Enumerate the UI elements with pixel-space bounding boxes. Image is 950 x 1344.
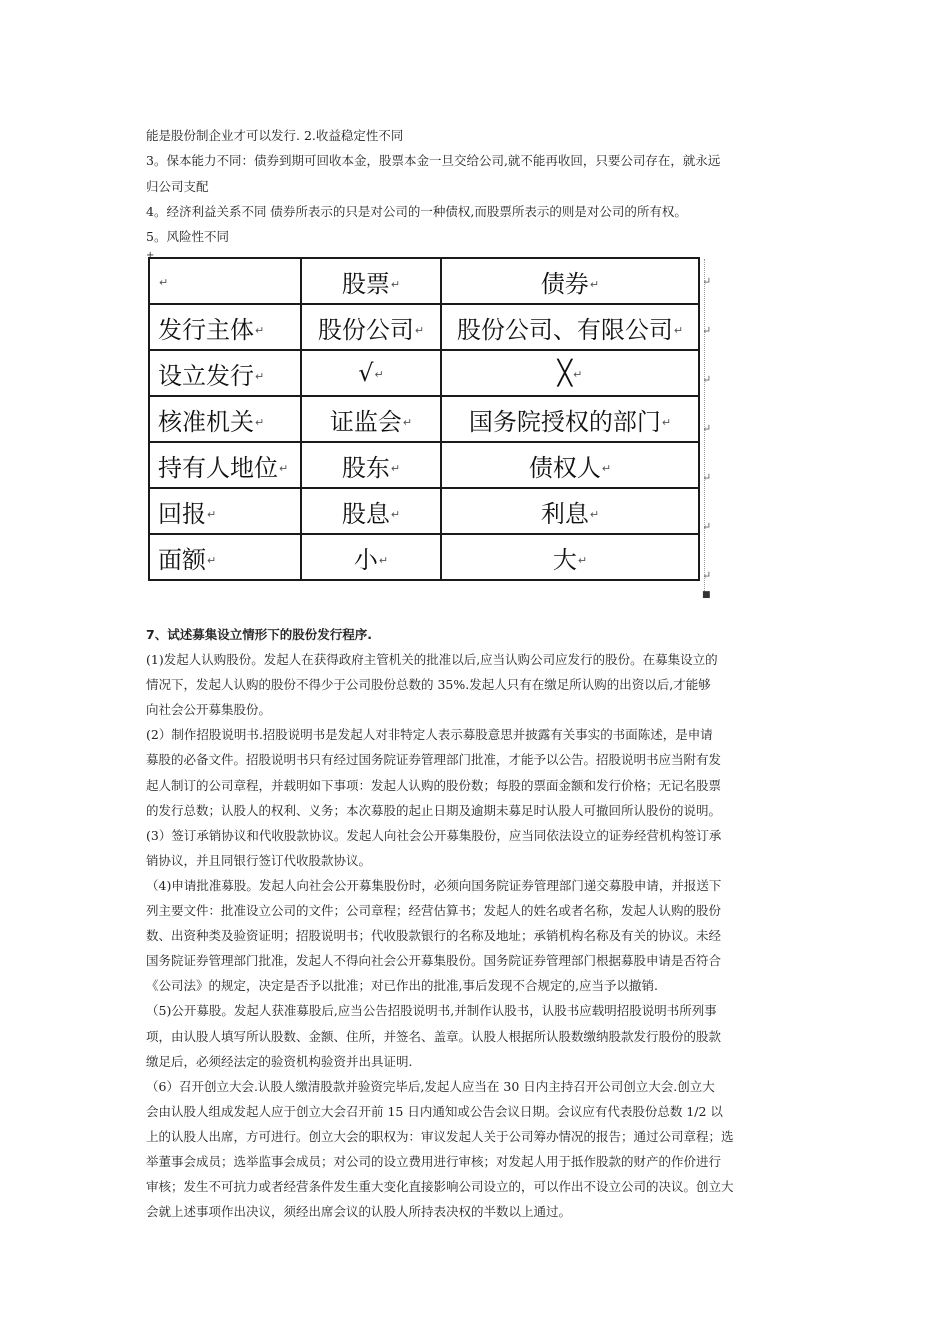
paragraph-line: 3。保本能力不同：债券到期可回收本金，股票本金一旦交给公司,就不能再收回，只要公司存在，就永远 [146,153,721,168]
cell-text: 发行主体 [158,315,254,344]
paragraph-line: （6）召开创立大会.认股人缴清股款并验资完毕后,发起人应当在 30 日内主持召开公司创立大会.创立大 [146,1079,715,1094]
table-cell [301,304,441,350]
paragraph-line: 项，由认股人填写所认股数、金额、住所，并签名、盖章。认股人根据所认股数缴纳股款发行股份的股款 [146,1029,722,1044]
paragraph-line: 审核；发生不可抗力或者经营条件发生重大变化直接影响公司设立的，可以作出不设立公司的决议。创立大 [146,1179,734,1194]
table-cell [149,396,301,442]
cell-text: 股票 [341,269,390,298]
table-cell [441,258,699,304]
paragraph-line: （4)申请批准募股。发起人向社会公开募集股份时，必须向国务院证券管理部门递交募股申请，并报送下 [146,878,722,893]
paragraph-mark: ↵ [255,324,265,337]
paragraph-line: (2）制作招股说明书.招股说明书是发起人对非特定人表示募股意思并披露有关事实的书面陈述，是申请 [146,727,713,742]
paragraph-line: 会就上述事项作出决议，须经出席会议的认股人所持表决权的半数以上通过。 [146,1204,572,1219]
paragraph-mark: ↵ [573,367,583,381]
cell-text: 股息 [341,499,390,528]
paragraph-line: 4。经济利益关系不同 债券所表示的只是对公司的一种债权,而股票所表示的则是对公司的所有权。 [146,204,687,219]
table-cell [149,304,301,350]
comparison-table-image [146,250,711,600]
cell-text: 持有人地位 [158,453,278,482]
cell-text: 大 [552,545,577,574]
paragraph-mark: ↵ [390,278,401,291]
row-end-mark: ↵ [702,471,712,484]
paragraph-line: 情况下，发起人认购的股份不得少于公司股份总数的 35%.发起人只有在缴足所认购的出资以后,才能够 [146,677,711,692]
paragraph-line: (1)发起人认购股份。发起人在获得政府主管机关的批准以后,应当认购公司应发行的股份。在募集设立的 [146,652,718,667]
table-row [149,304,699,350]
section-heading: 7、试述募集设立情形下的股份发行程序. [146,627,372,642]
paragraph-mark: ↵ [374,367,384,381]
table-row [149,534,699,580]
table-row [149,258,699,304]
paragraph-mark: ↵ [279,462,289,475]
paragraph-mark: ↵ [255,370,265,383]
cell-text: 核准机关 [158,407,254,436]
table-cell [301,350,441,396]
paragraph-mark: ↵ [402,416,413,429]
paragraph-line: 能是股份制企业才可以发行. 2.收益稳定性不同 [146,128,404,143]
table-cell [149,534,301,580]
row-end-mark: ↵ [702,275,712,288]
paragraph-line: 归公司支配 [146,179,209,194]
comparison-table [148,257,700,581]
row-end-mark: ↵ [702,373,712,386]
row-end-marks [702,257,711,600]
paragraph-line: (3）签订承销协议和代收股款协议。发起人向社会公开募集股份，应当同依法设立的证券经营机构签订承 [146,828,722,843]
paragraph-line: 《公司法》的规定，决定是否予以批准；对已作出的批准,事后发现不合规定的,应当予以撤销. [146,978,658,993]
paragraph-line: 缴足后，必须经法定的验资机构验资并出具证明. [146,1054,413,1069]
table-cell [301,488,441,534]
cell-text: √ [358,359,374,387]
row-end-mark: ↵ [702,422,712,435]
paragraph-line: 5。风险性不同 [146,229,229,244]
paragraph-mark: ↵ [378,554,389,567]
table-cell [301,258,441,304]
table-cell [301,442,441,488]
paragraph-mark: ↵ [601,462,612,475]
paragraph-mark: ↵ [589,278,600,291]
table-cell [441,534,699,580]
paragraph-line: 上的认股人出席，方可进行。创立大会的职权为：审议发起人关于公司筹办情况的报告；通过公司章程；选 [146,1129,734,1144]
row-end-mark: ↵ [702,520,712,533]
table-anchor-mark: + [146,250,155,261]
row-end-mark: ↵ [702,569,712,582]
paragraph-mark: ↵ [589,508,600,521]
paragraph-mark: ↵ [390,508,401,521]
paragraph-mark: ↵ [661,416,672,429]
paragraph-line: 国务院证券管理部门批准，发起人不得向社会公开募集股份。国务院证券管理部门根据募股申请是否符合 [146,953,722,968]
table-cell [301,396,441,442]
table-cell [149,350,301,396]
paragraph-mark: ↵ [673,324,684,337]
paragraph-line: 列主要文件：批准设立公司的文件；公司章程；经营估算书；发起人的姓名或者名称，发起人认购的股份 [146,903,722,918]
paragraph-mark: ↵ [207,508,217,521]
cell-text: 债券 [540,269,589,298]
cell-text: 股份公司、有限公司 [456,315,673,344]
paragraph-line: 销协议，并且同银行签订代收股款协议。 [146,853,372,868]
table-cell [149,258,301,304]
paragraph-mark: ↵ [255,416,265,429]
paragraph-line: （5)公开募股。发起人获准募股后,应当公告招股说明书,并制作认股书，认股书应载明招股说明书所列事 [146,1003,717,1018]
table-end-mark: ■ [702,590,711,600]
paragraph-mark: ↵ [159,275,169,289]
paragraph-line: 会由认股人组成发起人应于创立大会召开前 15 日内通知或公告会议日期。会议应有代表股份总数 1/2 以 [146,1104,723,1119]
paragraph-line: 向社会公开募集股份。 [146,702,272,717]
paragraph-line: 募股的必备文件。招股说明书只有经过国务院证券管理部门批准，才能予以公告。招股说明书应当附有发 [146,752,722,767]
table-cell [301,534,441,580]
table-cell [441,350,699,396]
cell-text: 设立发行 [158,361,254,390]
table-row [149,350,699,396]
table-row [149,396,699,442]
cell-text: ╳ [557,359,573,387]
paragraph-line: 起人制订的公司章程，并载明如下事项：发起人认购的股份数；每股的票面金额和发行价格；无记名股票 [146,778,722,793]
paragraph-mark: ↵ [414,324,425,337]
paragraph-mark: ↵ [390,462,401,475]
paragraph-mark: ↵ [207,554,217,567]
cell-text: 利息 [540,499,589,528]
cell-text: 国务院授权的部门 [468,407,661,436]
cell-text: 小 [353,545,378,574]
cell-text: 回报 [158,499,206,528]
table-cell [441,488,699,534]
cell-text: 股份公司 [317,315,414,344]
paragraph-line: 数、出资种类及验资证明；招股说明书；代收股款银行的名称及地址；承销机构名称及有关的协议。未经 [146,928,722,943]
row-end-mark: ↵ [702,324,712,337]
table-cell [441,442,699,488]
paragraph-line: 举董事会成员；选举监事会成员；对公司的设立费用进行审核；对发起人用于抵作股款的财产的作价进行 [146,1154,722,1169]
cell-text: 面额 [158,545,206,574]
table-row [149,442,699,488]
table-cell [149,442,301,488]
cell-text: 股东 [341,453,390,482]
cell-text: 债权人 [528,453,601,482]
paragraph-line: 的发行总数；认股人的权利、义务；本次募股的起止日期及逾期未募足时认股人可撤回所认股份的说明。 [146,803,722,818]
table-cell [149,488,301,534]
table-row [149,488,699,534]
cell-text: 证监会 [329,407,402,436]
table-cell [441,304,699,350]
table-cell [441,396,699,442]
paragraph-mark: ↵ [577,554,588,567]
